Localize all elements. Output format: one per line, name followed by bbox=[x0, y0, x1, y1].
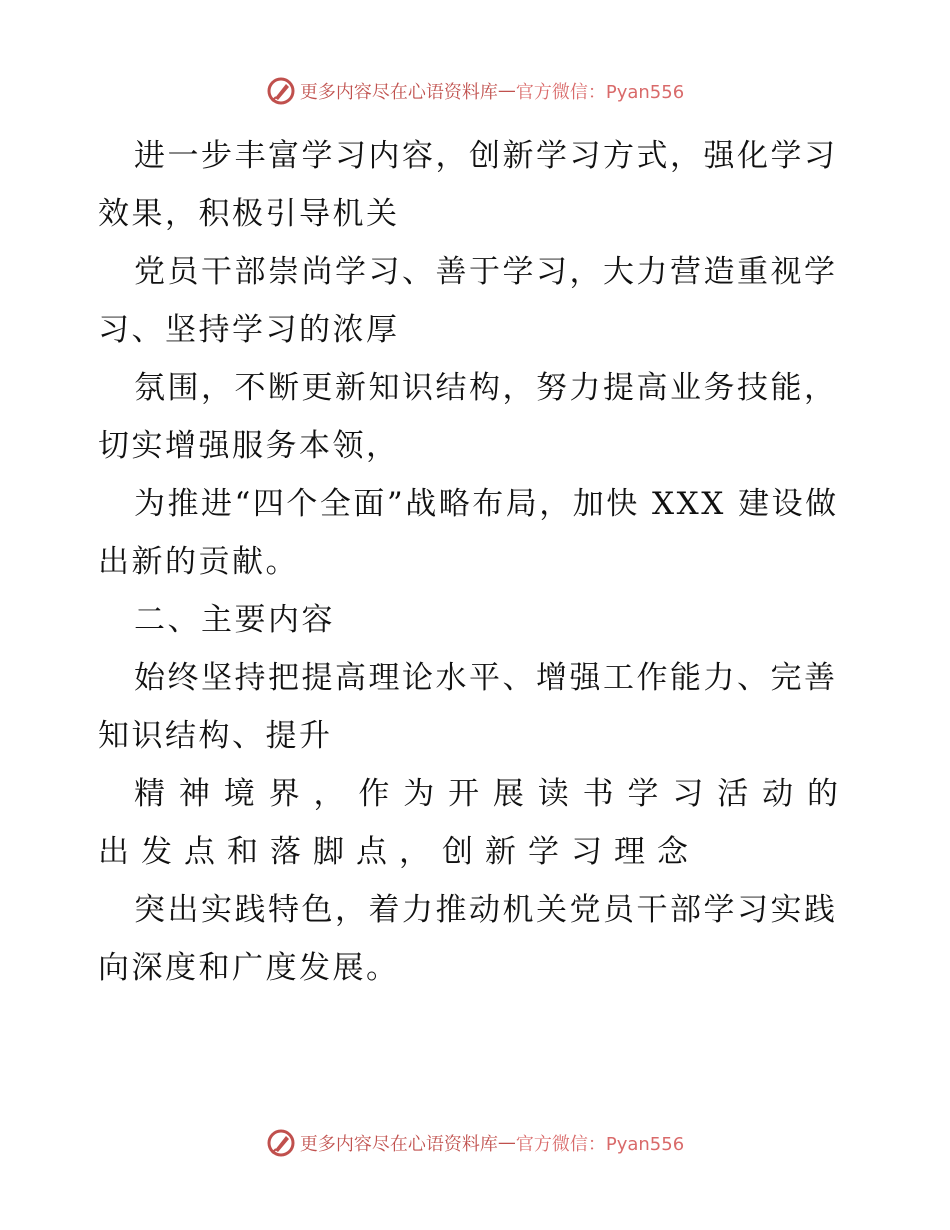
paragraph-4: 为推进“四个全面”战略布局，加快 XXX 建设做出新的贡献。 bbox=[98, 486, 839, 580]
banner-wechat-text: 官方微信：Pyan556 bbox=[515, 82, 685, 103]
paragraph-3: 氛围，不断更新知识结构，努力提高业务技能，切实增强服务本领， bbox=[98, 370, 838, 464]
quill-logo-icon bbox=[266, 1128, 296, 1158]
paragraph-7: 突出实践特色，着力推动机关党员干部学习实践向深度和广度发展。 bbox=[98, 892, 838, 986]
document-body bbox=[98, 127, 850, 997]
footer-banner bbox=[0, 1128, 950, 1158]
quill-logo-icon bbox=[266, 76, 296, 106]
section-heading: 二、主要内容 bbox=[134, 602, 335, 638]
paragraph-5: 始终坚持把提高理论水平、增强工作能力、完善知识结构、提升 bbox=[98, 660, 838, 754]
banner-dash: — bbox=[497, 80, 516, 102]
banner-dash: — bbox=[497, 1132, 516, 1154]
paragraph-6: 精神境界，作为开展读书学习活动的出发点和落脚点，创新学习理念 bbox=[98, 776, 850, 870]
paragraph-1: 进一步丰富学习内容，创新学习方式，强化学习效果，积极引导机关 bbox=[98, 138, 838, 232]
banner-site-text: 更多内容尽在心语资料库 bbox=[299, 1134, 498, 1155]
paragraph-2: 党员干部崇尚学习、善于学习，大力营造重视学习、坚持学习的浓厚 bbox=[98, 254, 838, 348]
banner-wechat-text: 官方微信：Pyan556 bbox=[515, 1134, 685, 1155]
header-banner bbox=[0, 76, 950, 106]
banner-site-text: 更多内容尽在心语资料库 bbox=[299, 82, 498, 103]
